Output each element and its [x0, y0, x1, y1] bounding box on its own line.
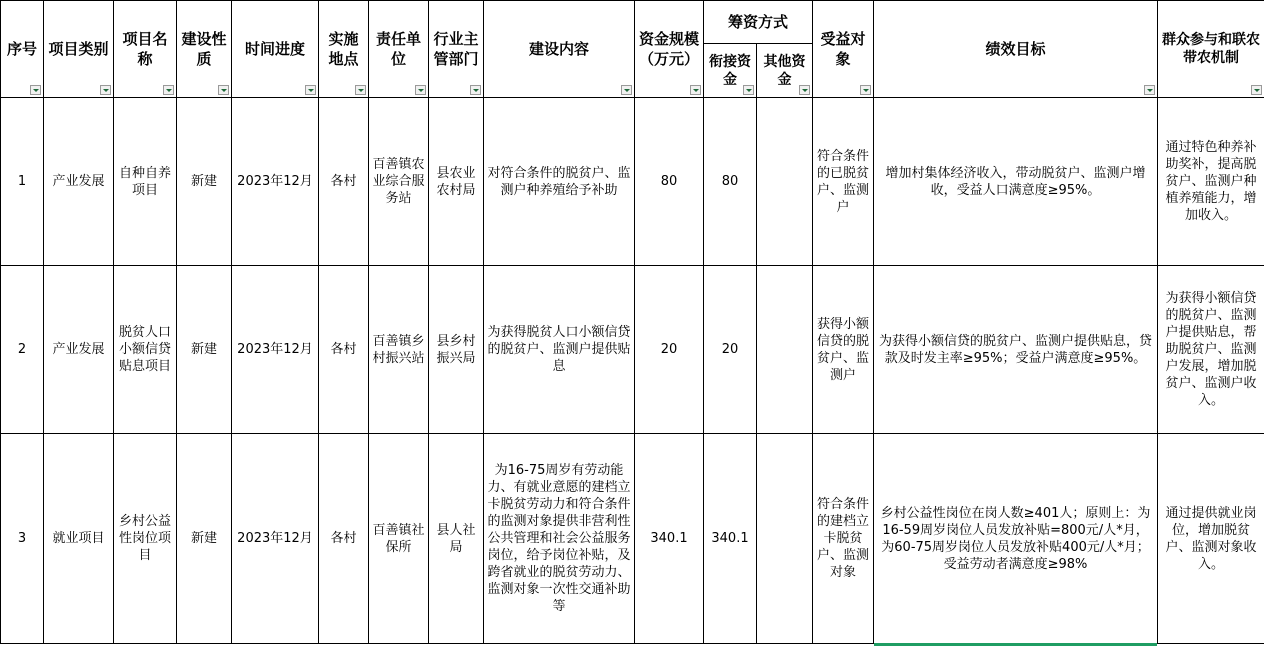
cell-mechanism[interactable]: 通过提供就业岗位，增加脱贫户、监测对象收入。	[1158, 434, 1264, 644]
filter-dropdown-icon[interactable]	[743, 85, 754, 95]
cell-scale[interactable]: 80	[635, 98, 704, 266]
header-nature[interactable]: 建设性质	[177, 1, 232, 98]
cell-fund-other[interactable]	[757, 434, 813, 644]
cell-content[interactable]: 为16-75周岁有劳动能力、有就业意愿的建档立卡脱贫劳动力和符合条件的监测对象提供非营利性公共管理和社会公益服务岗位，给予岗位补贴，及跨省就业的脱贫劳动力、监测对象一次性交通补助等	[484, 434, 635, 644]
filter-dropdown-icon[interactable]	[1144, 85, 1155, 95]
header-seq[interactable]: 序号	[1, 1, 44, 98]
filter-dropdown-icon[interactable]	[415, 85, 426, 95]
cell-category[interactable]: 就业项目	[44, 434, 114, 644]
filter-dropdown-icon[interactable]	[30, 85, 41, 95]
cell-dept[interactable]: 县乡村振兴局	[429, 266, 484, 434]
cell-dept[interactable]: 县人社局	[429, 434, 484, 644]
cell-mechanism[interactable]: 通过特色种养补助奖补，提高脱贫户、监测户种植养殖能力，增加收入。	[1158, 98, 1264, 266]
header-funding: 筹资方式	[704, 1, 813, 44]
header-name[interactable]: 项目名称	[114, 1, 177, 98]
cell-unit[interactable]: 百善镇乡村振兴站	[369, 266, 429, 434]
filter-dropdown-icon[interactable]	[799, 85, 810, 95]
cell-content[interactable]: 对符合条件的脱贫户、监测户种养殖给予补助	[484, 98, 635, 266]
cell-category[interactable]: 产业发展	[44, 266, 114, 434]
filter-dropdown-icon[interactable]	[305, 85, 316, 95]
filter-dropdown-icon[interactable]	[100, 85, 111, 95]
cell-scale[interactable]: 340.1	[635, 434, 704, 644]
cell-category[interactable]: 产业发展	[44, 98, 114, 266]
header-mechanism[interactable]: 群众参与和联农带农机制	[1158, 1, 1264, 98]
cell-name[interactable]: 脱贫人口小额信贷贴息项目	[114, 266, 177, 434]
header-dept[interactable]: 行业主管部门	[429, 1, 484, 98]
filter-dropdown-icon[interactable]	[163, 85, 174, 95]
selected-cell-border	[874, 643, 1157, 646]
header-beneficiary[interactable]: 受益对象	[813, 1, 874, 98]
cell-goal[interactable]: 为获得小额信贷的脱贫户、监测户提供贴息，贷款及时发主率≥95%；受益户满意度≥95%。	[874, 266, 1158, 434]
cell-name[interactable]: 乡村公益性岗位项目	[114, 434, 177, 644]
filter-dropdown-icon[interactable]	[1251, 85, 1262, 95]
cell-nature[interactable]: 新建	[177, 434, 232, 644]
cell-name[interactable]: 自种自养项目	[114, 98, 177, 266]
cell-location[interactable]: 各村	[319, 98, 369, 266]
cell-seq[interactable]: 2	[1, 266, 44, 434]
table-row	[1, 434, 1264, 644]
header-scale[interactable]: 资金规模（万元）	[635, 1, 704, 98]
cell-beneficiary[interactable]: 符合条件的建档立卡脱贫户、监测对象	[813, 434, 874, 644]
filter-dropdown-icon[interactable]	[355, 85, 366, 95]
header-category[interactable]: 项目类别	[44, 1, 114, 98]
cell-beneficiary[interactable]: 获得小额信贷的脱贫户、监测户	[813, 266, 874, 434]
cell-progress[interactable]: 2023年12月	[232, 266, 319, 434]
cell-goal[interactable]: 乡村公益性岗位在岗人数≥401人；原则上：为16-59周岁岗位人员发放补贴=800元/人*月，为60-75周岁岗位人员发放补贴400元/人*月；受益劳动者满意度≥98%	[874, 434, 1158, 644]
header-content[interactable]: 建设内容	[484, 1, 635, 98]
cell-progress[interactable]: 2023年12月	[232, 98, 319, 266]
cell-fund-connect[interactable]: 80	[704, 98, 757, 266]
header-goal[interactable]: 绩效目标	[874, 1, 1158, 98]
cell-nature[interactable]: 新建	[177, 98, 232, 266]
cell-nature[interactable]: 新建	[177, 266, 232, 434]
cell-content[interactable]: 为获得脱贫人口小额信贷的脱贫户、监测户提供贴息	[484, 266, 635, 434]
filter-dropdown-icon[interactable]	[218, 85, 229, 95]
header-location[interactable]: 实施地点	[319, 1, 369, 98]
filter-dropdown-icon[interactable]	[860, 85, 871, 95]
cell-fund-connect[interactable]: 340.1	[704, 434, 757, 644]
cell-fund-connect[interactable]: 20	[704, 266, 757, 434]
header-funding-connect[interactable]: 衔接资金	[704, 44, 757, 98]
cell-dept[interactable]: 县农业农村局	[429, 98, 484, 266]
filter-dropdown-icon[interactable]	[690, 85, 701, 95]
cell-seq[interactable]: 1	[1, 98, 44, 266]
header-unit[interactable]: 责任单位	[369, 1, 429, 98]
cell-fund-other[interactable]	[757, 266, 813, 434]
cell-scale[interactable]: 20	[635, 266, 704, 434]
cell-seq[interactable]: 3	[1, 434, 44, 644]
table-row	[1, 266, 1264, 434]
header-funding-other[interactable]: 其他资金	[757, 44, 813, 98]
cell-unit[interactable]: 百善镇农业综合服务站	[369, 98, 429, 266]
cell-progress[interactable]: 2023年12月	[232, 434, 319, 644]
header-progress[interactable]: 时间进度	[232, 1, 319, 98]
cell-location[interactable]: 各村	[319, 434, 369, 644]
cell-location[interactable]: 各村	[319, 266, 369, 434]
cell-beneficiary[interactable]: 符合条件的已脱贫户、监测户	[813, 98, 874, 266]
table-row	[1, 98, 1264, 266]
cell-fund-other[interactable]	[757, 98, 813, 266]
filter-dropdown-icon[interactable]	[621, 85, 632, 95]
filter-dropdown-icon[interactable]	[470, 85, 481, 95]
cell-goal[interactable]: 增加村集体经济收入，带动脱贫户、监测户增收，受益人口满意度≥95%。	[874, 98, 1158, 266]
cell-mechanism[interactable]: 为获得小额信贷的脱贫户、监测户提供贴息，帮助脱贫户、监测户发展，增加脱贫户、监测户收入。	[1158, 266, 1264, 434]
cell-unit[interactable]: 百善镇社保所	[369, 434, 429, 644]
